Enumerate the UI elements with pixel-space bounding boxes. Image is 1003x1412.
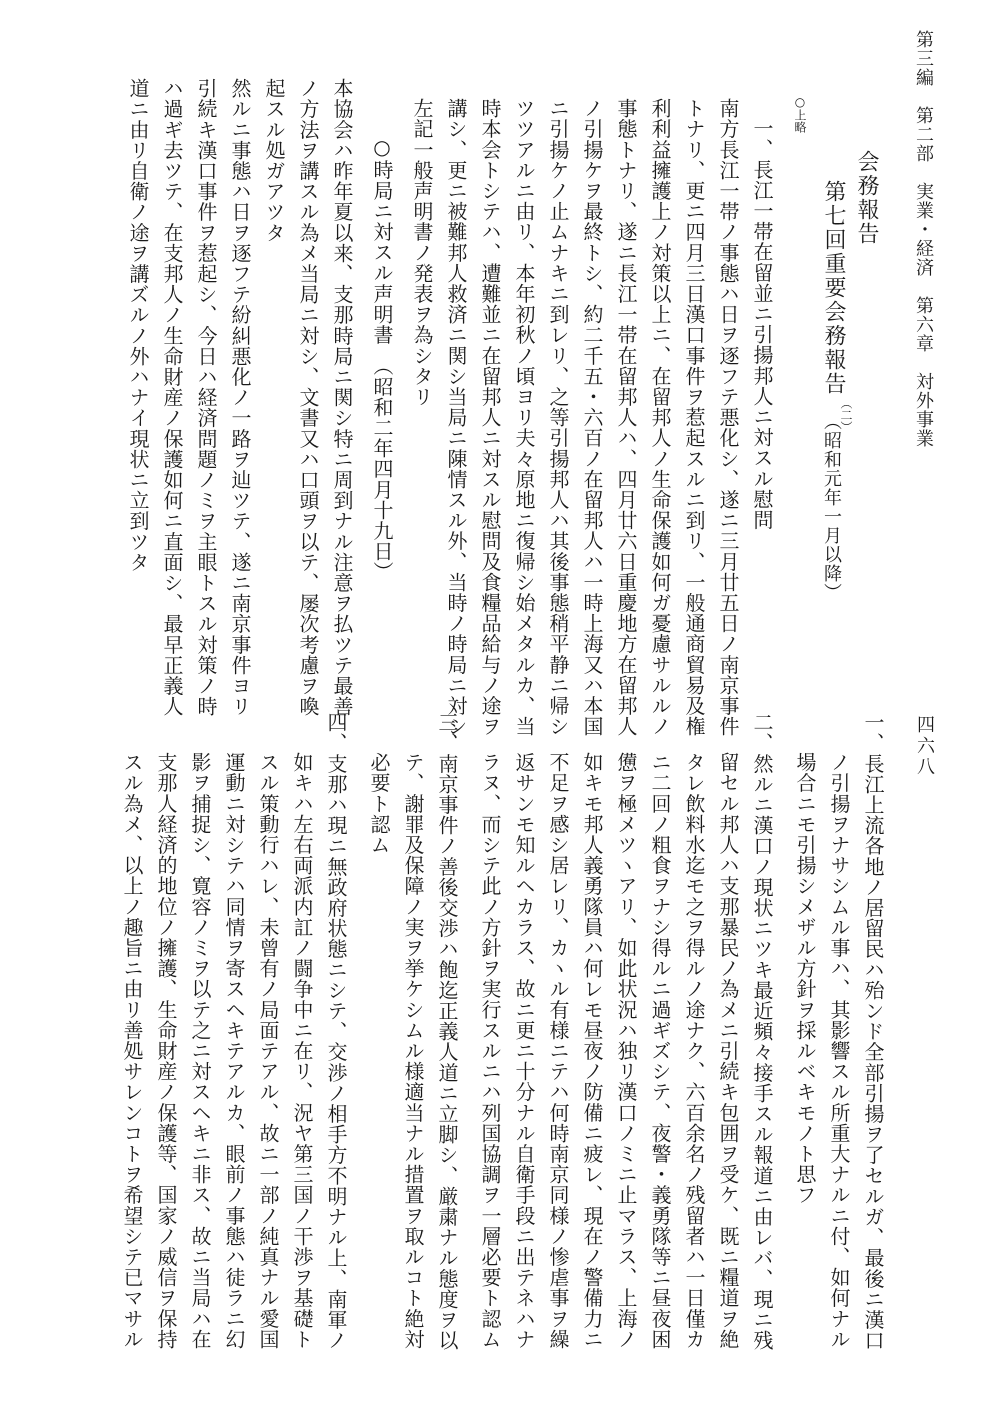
- top-column-3: トナリ、更ニ四月三日漢口事件ヲ惹起スルニ到リ、一般通商貿易及権: [682, 98, 706, 737]
- bottom-column-12: ラヌ、而シテ此ノ方針ヲ実行スルニハ列国協調ヲ一層必要ト認ム: [478, 752, 502, 1350]
- subtitle-period: （昭和元年一月以降）: [821, 412, 842, 602]
- bottom-column-10: 不足ヲ感シ居レリ、カヽル有様ニテハ何時南京同様ノ惨虐事ヲ繰: [546, 752, 570, 1350]
- running-head: 第三編 第二部 実業・経済 第六章 対外事業: [913, 30, 934, 448]
- bottom-column-14: テ、謝罪及保障ノ実ヲ挙ケシムル様適当ナル措置ヲ取ルコト絶対: [401, 752, 425, 1350]
- top-column-4: 利利益擁護上ノ対策以上ニ、在留邦人ノ生命保護如何ガ憂慮サルルノ: [648, 98, 672, 737]
- bottom-column-17: 如キハ左右両派内訌ノ闘争中ニ在リ、況ヤ第三国ノ干渉ヲ基礎ト: [290, 752, 314, 1350]
- top-column-19: 道ニ由リ自衛ノ途ヲ講ズルノ外ハナイ現状ニ立到ツタ: [126, 78, 150, 573]
- top-column-15: 起スル処ガアツタ: [262, 78, 286, 243]
- subtitle-paren: （二）: [839, 397, 853, 433]
- bottom-column-7: ニ二回ノ粗食ヲナシ得ルニ過ギズシテ、夜警・義勇隊等ニ昼夜困: [648, 752, 672, 1350]
- top-column-13: 本協会ハ昨年夏以来、支那時局ニ関シ特ニ周到ナル注意ヲ払ツテ最善: [330, 78, 354, 717]
- bottom-column-5: 留セル邦人ハ支那暴民ノ為メニ引続キ包囲ヲ受ケ、既ニ糧道ヲ絶: [716, 752, 740, 1350]
- bottom-column-11: 返サンモ知ルヘカラス、故ニ更ニ十分ナル自衛手段ニ出テネハナ: [512, 752, 536, 1350]
- top-column-5: 事態トナリ、遂ニ長江一帯在留邦人ハ、四月廿六日重慶地方在留邦人: [614, 98, 638, 737]
- top-column-6: ノ引揚ケヲ最終トシ、約二千五・六百ノ在留邦人ハ一時上海又ハ本国: [580, 98, 604, 737]
- bottom-column-18: スル策動行ハレ、未曾有ノ局面テアル、故ニ一部ノ純真ナル愛国: [256, 752, 280, 1350]
- top-column-12: ○時局ニ対スル声明書 （昭和二年四月十九日）: [370, 135, 394, 583]
- bottom-column-19: 運動ニ対シテハ同情ヲ寄スヘキテアルカ、眼前ノ事態ハ徒ラニ幻: [222, 752, 246, 1350]
- bottom-column-1: 一、長江上流各地ノ居留民ハ殆ンド全部引揚ヲ了セルガ、最後ニ漢口: [861, 712, 885, 1351]
- bottom-column-22: スル為メ、以上ノ趣旨ニ由リ善処サレンコトヲ希望シテ已マサル: [120, 752, 144, 1350]
- bottom-column-3: 場合ニモ引揚シメザル方針ヲ採ルベキモノト思フ: [793, 752, 817, 1206]
- omitted-note: ○上略: [793, 95, 807, 133]
- top-column-11: 左記一般声明書ノ発表ヲ為シタリ: [410, 98, 434, 407]
- top-column-1: 一、長江一帯在留並ニ引揚邦人ニ対スル慰問: [750, 118, 774, 530]
- subtitle-main: 第七回重要会務報告: [821, 180, 846, 396]
- top-column-7: ニ引揚ケノ止ムナキニ到レリ、之等引揚邦人ハ其後事態稍平静ニ帰シ: [546, 98, 570, 737]
- top-column-9: 時本会トシテハ、遭難並ニ在留邦人ニ対スル慰問及食糧品給与ノ途ヲ: [478, 98, 502, 737]
- top-column-16: 然ルニ事態ハ日ヲ逐フテ紛糾悪化ノ一路ヲ辿ツテ、遂ニ南京事件ヨリ: [228, 78, 252, 717]
- top-column-10: 講シ、更ニ被難邦人救済ニ関シ当局ニ陳情スル外、当時ノ時局ニ対シ: [444, 98, 468, 737]
- top-column-8: ツツアルニ由リ、本年初秋ノ頃ヨリ夫々原地ニ復帰シ始メタルカ、当: [512, 98, 536, 737]
- bottom-column-15: 必要ト認ム: [367, 752, 391, 855]
- bottom-column-6: タレ飲料水迄モ之ヲ得ルノ途ナク、六百余名ノ残留者ハ一日僅カ: [682, 752, 706, 1350]
- section-title: 会務報告: [854, 150, 879, 246]
- bottom-column-13: 三、南京事件ノ善後交渉ハ飽迄正義人道ニ立脚シ、厳粛ナル態度ヲ以: [435, 712, 459, 1351]
- page-number: 四六八: [914, 715, 935, 778]
- bottom-column-4: 二、然ルニ漢口ノ現状ニツキ最近頻々接手スル報道ニ由レバ、現ニ残: [750, 712, 774, 1351]
- bottom-column-21: 支那人経済的地位ノ擁護、生命財産ノ保護等、国家ノ威信ヲ保持: [154, 752, 178, 1350]
- bottom-column-2: ノ引揚ヲナサシムル事ハ、其影響スル所重大ナルニ付、如何ナル: [827, 752, 851, 1350]
- top-column-2: 南方長江一帯ノ事態ハ日ヲ逐フテ悪化シ、遂ニ三月廿五日ノ南京事件: [716, 98, 740, 737]
- top-column-18: ハ過ギ去ツテ、在支邦人ノ生命財産ノ保護如何ニ直面シ、最早正義人: [160, 78, 184, 717]
- bottom-column-8: 憊ヲ極メツヽアリ、如此状況ハ独リ漢口ノミニ止マラス、上海ノ: [614, 752, 638, 1350]
- bottom-column-9: 如キモ邦人義勇隊員ハ何レモ昼夜ノ防備ニ疲レ、現在ノ警備力ニ: [580, 752, 604, 1350]
- bottom-column-16: 四、支那ハ現ニ無政府状態ニシテ、交渉ノ相手方不明ナル上、南軍ノ: [324, 712, 348, 1351]
- bottom-column-20: 影ヲ捕捉シ、寛容ノミヲ以テ之ニ対スヘキニ非ス、故ニ当局ハ在: [188, 752, 212, 1350]
- top-column-14: ノ方法ヲ講スル為メ当局ニ対シ、文書又ハ口頭ヲ以テ、屡次考慮ヲ喚: [296, 78, 320, 717]
- top-column-17: 引続キ漢口事件ヲ惹起シ、今日ハ経済問題ノミヲ主眼トスル対策ノ時: [194, 78, 218, 717]
